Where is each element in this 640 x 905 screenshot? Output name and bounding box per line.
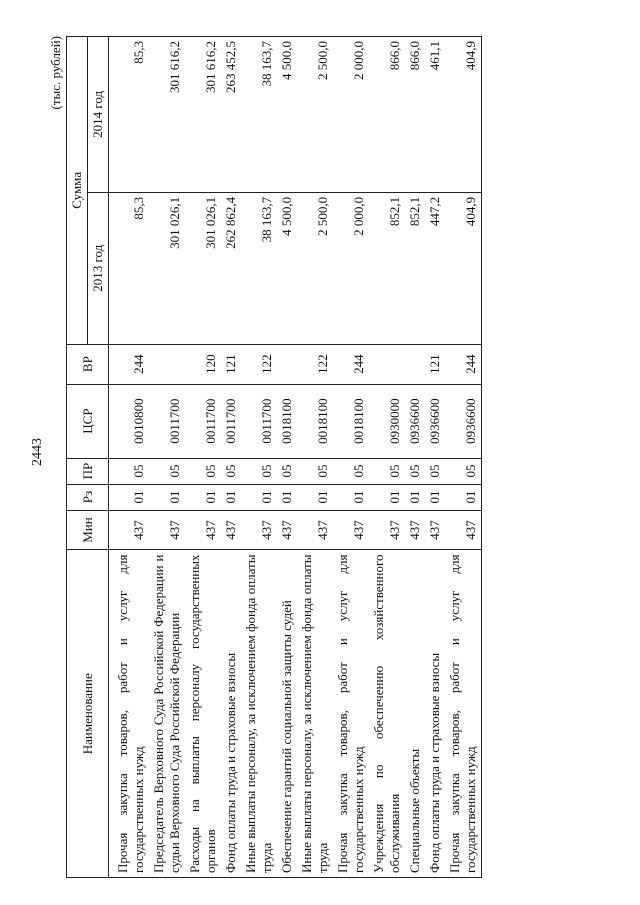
- row-csr: 0018100: [277, 384, 297, 458]
- row-vr: 122: [297, 344, 333, 384]
- header-name: Наименование: [67, 550, 109, 878]
- header-rz: Рз: [67, 484, 109, 510]
- table-row: [425, 37, 445, 878]
- rotated-content: [30, 26, 604, 878]
- row-sum-2014: 404,9: [445, 37, 482, 193]
- table-row: [185, 37, 221, 878]
- row-sum-2014: 4 500,0: [277, 37, 297, 193]
- row-sum-2013: 38 163,7: [241, 192, 277, 344]
- row-vr: 121: [425, 344, 445, 384]
- table-row: [369, 37, 405, 878]
- row-sum-2014: 461,1: [425, 37, 445, 193]
- row-pr: 05: [405, 458, 425, 484]
- row-name: Председатель Верховного Суда Российской Федерации и судьи Верховного Суда Российской Федерации: [149, 550, 185, 878]
- row-sum-2013: 4 500,0: [277, 192, 297, 344]
- row-min: 437: [445, 510, 482, 550]
- row-rz: 01: [445, 484, 482, 510]
- row-vr: [149, 344, 185, 384]
- header-sum: Сумма: [67, 37, 88, 345]
- budget-table: [66, 36, 482, 878]
- row-min: 437: [277, 510, 297, 550]
- row-min: 437: [425, 510, 445, 550]
- table-row: [405, 37, 425, 878]
- row-csr: 0018100: [297, 384, 333, 458]
- row-sum-2014: 866,0: [369, 37, 405, 193]
- row-pr: 05: [297, 458, 333, 484]
- header-year-2014: 2014 год: [88, 37, 109, 193]
- row-sum-2013: 447,2: [425, 192, 445, 344]
- row-rz: 01: [149, 484, 185, 510]
- table-row: [241, 37, 277, 878]
- row-vr: [369, 344, 405, 384]
- row-sum-2014: 2 000,0: [333, 37, 369, 193]
- row-csr: 0011700: [221, 384, 241, 458]
- row-sum-2013: 262 862,4: [221, 192, 241, 344]
- row-min: 437: [221, 510, 241, 550]
- row-pr: 05: [109, 458, 150, 484]
- row-csr: 0936600: [405, 384, 425, 458]
- row-name: Учреждения по обеспечению хозяйственного обслуживания: [369, 550, 405, 878]
- row-min: 437: [297, 510, 333, 550]
- row-vr: 244: [109, 344, 150, 384]
- row-pr: 05: [221, 458, 241, 484]
- row-csr: 0936600: [425, 384, 445, 458]
- header-pr: ПР: [67, 458, 109, 484]
- row-name: Иные выплаты персоналу, за исключением фонда оплаты труда: [297, 550, 333, 878]
- row-name: Специальные объекты: [405, 550, 425, 878]
- row-sum-2013: 2 000,0: [333, 192, 369, 344]
- row-csr: 0011700: [149, 384, 185, 458]
- row-pr: 05: [445, 458, 482, 484]
- row-sum-2013: 301 026,1: [185, 192, 221, 344]
- header-csr: ЦСР: [67, 384, 109, 458]
- page-number: 2443: [30, 438, 45, 466]
- row-csr: 0011700: [185, 384, 221, 458]
- table-row: [445, 37, 482, 878]
- row-sum-2013: 852,1: [405, 192, 425, 344]
- row-name: Прочая закупка товаров, работ и услуг для государственных нужд: [333, 550, 369, 878]
- row-min: 437: [185, 510, 221, 550]
- row-min: 437: [109, 510, 150, 550]
- row-rz: 01: [425, 484, 445, 510]
- row-vr: 244: [445, 344, 482, 384]
- header-year-2013: 2013 год: [88, 192, 109, 344]
- row-vr: 120: [185, 344, 221, 384]
- row-min: 437: [333, 510, 369, 550]
- row-sum-2014: 301 616,2: [149, 37, 185, 193]
- row-pr: 05: [369, 458, 405, 484]
- row-sum-2014: 38 163,7: [241, 37, 277, 193]
- row-pr: 05: [185, 458, 221, 484]
- row-pr: 05: [277, 458, 297, 484]
- row-rz: 01: [109, 484, 150, 510]
- row-pr: 05: [425, 458, 445, 484]
- row-rz: 01: [405, 484, 425, 510]
- row-rz: 01: [369, 484, 405, 510]
- row-min: 437: [369, 510, 405, 550]
- row-sum-2013: 404,9: [445, 192, 482, 344]
- row-pr: 05: [241, 458, 277, 484]
- row-sum-2014: 866,0: [405, 37, 425, 193]
- row-vr: 122: [241, 344, 277, 384]
- row-name: Обеспечение гарантий социальной защиты судей: [277, 550, 297, 878]
- table-row: [297, 37, 333, 878]
- row-name: Фонд оплаты труда и страховые взносы: [425, 550, 445, 878]
- row-rz: 01: [333, 484, 369, 510]
- row-rz: 01: [241, 484, 277, 510]
- row-sum-2014: 301 616,2: [185, 37, 221, 193]
- row-sum-2013: 852,1: [369, 192, 405, 344]
- table-row: [277, 37, 297, 878]
- table-body: [109, 37, 482, 878]
- row-pr: 05: [149, 458, 185, 484]
- row-name: Иные выплаты персоналу, за исключением фонда оплаты труда: [241, 550, 277, 878]
- row-csr: 0010800: [109, 384, 150, 458]
- row-vr: 121: [221, 344, 241, 384]
- row-rz: 01: [297, 484, 333, 510]
- header-vr: ВР: [67, 344, 109, 384]
- row-sum-2013: 301 026,1: [149, 192, 185, 344]
- row-name: Прочая закупка товаров, работ и услуг для государственных нужд: [109, 550, 150, 878]
- table-header: [67, 37, 109, 878]
- row-sum-2013: 2 500,0: [297, 192, 333, 344]
- row-sum-2014: 263 452,5: [221, 37, 241, 193]
- row-min: 437: [405, 510, 425, 550]
- row-csr: 0936600: [445, 384, 482, 458]
- row-vr: [277, 344, 297, 384]
- row-min: 437: [149, 510, 185, 550]
- row-vr: 244: [333, 344, 369, 384]
- row-rz: 01: [277, 484, 297, 510]
- row-sum-2013: 85,3: [109, 192, 150, 344]
- row-vr: [405, 344, 425, 384]
- table-row: [221, 37, 241, 878]
- table-row: [333, 37, 369, 878]
- table-row: [149, 37, 185, 878]
- row-csr: 0011700: [241, 384, 277, 458]
- row-rz: 01: [221, 484, 241, 510]
- row-sum-2014: 85,3: [109, 37, 150, 193]
- row-csr: 0930000: [369, 384, 405, 458]
- row-name: Расходы на выплаты персоналу государственных органов: [185, 550, 221, 878]
- units-label: (тыс. рублей): [48, 36, 63, 110]
- header-min: Мин: [67, 510, 109, 550]
- row-csr: 0018100: [333, 384, 369, 458]
- row-name: Фонд оплаты труда и страховые взносы: [221, 550, 241, 878]
- row-pr: 05: [333, 458, 369, 484]
- row-min: 437: [241, 510, 277, 550]
- row-sum-2014: 2 500,0: [297, 37, 333, 193]
- row-name: Прочая закупка товаров, работ и услуг для государственных нужд: [445, 550, 482, 878]
- table-row: [109, 37, 150, 878]
- row-rz: 01: [185, 484, 221, 510]
